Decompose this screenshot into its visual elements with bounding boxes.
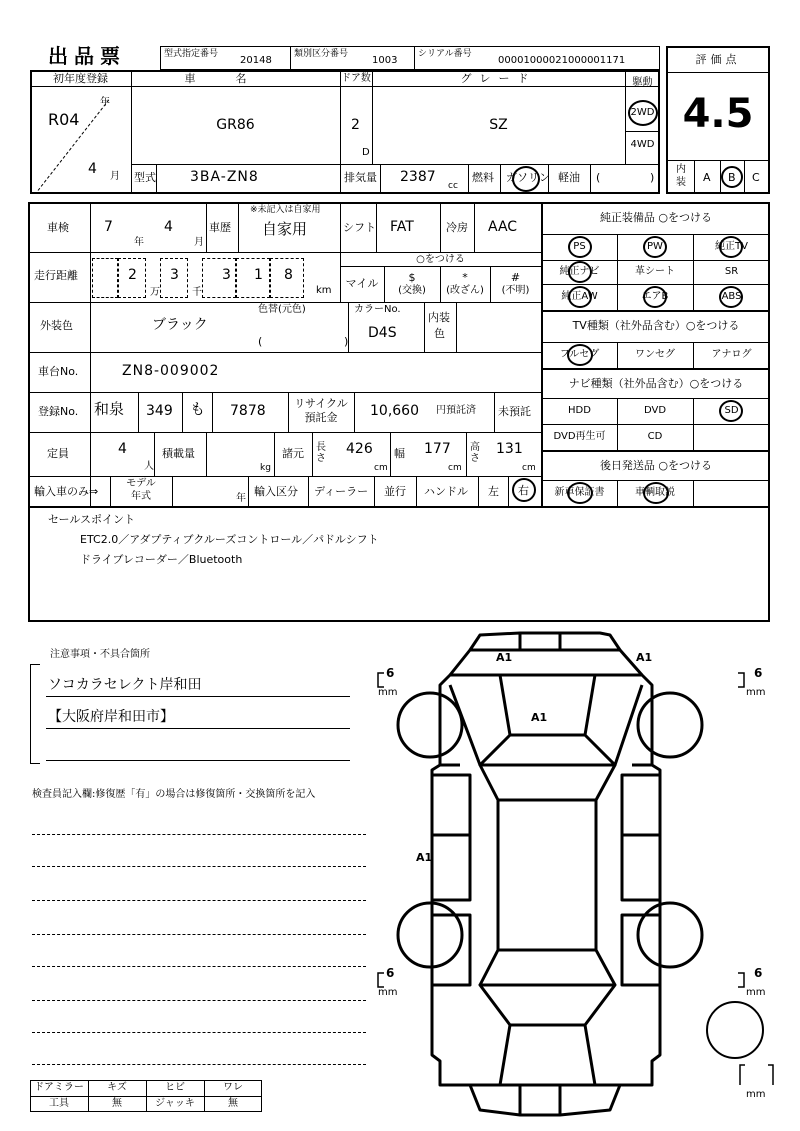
mileage-value-1: 2 xyxy=(128,267,137,283)
car-name-label: 車名 xyxy=(184,72,287,85)
grade-value: SZ xyxy=(489,117,508,133)
length-unit: cm xyxy=(374,463,388,473)
notes-line-2: 【大阪府岸和田市】 xyxy=(48,709,174,725)
page-title: 出品票 xyxy=(48,44,126,68)
model-year-label-1: モデル xyxy=(126,478,156,489)
mileage-value-2: 3 xyxy=(170,267,179,283)
history-note: ※未記入は自家用 xyxy=(250,205,321,215)
interior-label-1: 内 xyxy=(676,164,686,175)
load-label: 積載量 xyxy=(162,447,195,460)
mileage-digit-1 xyxy=(92,258,118,298)
fuel-label: 燃料 xyxy=(472,171,494,184)
first-reg-year-unit: 年 xyxy=(100,97,110,108)
equip-navi: 純正ナビ xyxy=(559,266,600,277)
sales-point-line-2: ドライブレコーダー／Bluetooth xyxy=(80,553,243,566)
color-no-value: D4S xyxy=(368,325,397,341)
height-value: 131 xyxy=(496,441,523,457)
reg-kana: も xyxy=(190,400,206,418)
equip-abs: ABS xyxy=(721,291,742,302)
history-label: 車歴 xyxy=(209,221,231,234)
car-damage-diagram xyxy=(370,625,780,1125)
navi-sd: SD xyxy=(724,405,739,416)
displacement-value: 2387 xyxy=(400,169,436,185)
load-unit: kg xyxy=(260,463,271,473)
tread-fl-unit: mm xyxy=(378,687,398,698)
left-label: 左 xyxy=(488,485,499,498)
right-label: 右 xyxy=(518,484,529,497)
man-unit: 万 xyxy=(150,287,160,298)
tv-analog: アナログ xyxy=(711,349,752,360)
recycle-unpaid: 未預託 xyxy=(498,405,531,418)
displacement-label: 排気量 xyxy=(344,171,377,184)
sales-points-label: セールスポイント xyxy=(48,513,136,526)
equip-tv: 純正TV xyxy=(715,241,748,252)
interior-color-label-1: 内装 xyxy=(428,311,450,324)
original-color-label: 色替(元色) xyxy=(258,304,306,315)
drive-2wd: 2WD xyxy=(630,107,655,118)
color-no-label: カラーNo. xyxy=(354,304,401,315)
unknown-label: (不明) xyxy=(501,285,530,296)
model-year-label-2: 年式 xyxy=(131,491,151,502)
first-reg-label: 初年度登録 xyxy=(53,72,108,85)
interior-grade-b: B xyxy=(728,171,736,184)
serial-label: シリアル番号 xyxy=(418,49,472,59)
interior-label-2: 装 xyxy=(676,177,686,188)
mileage-circle-note: ○をつける xyxy=(416,254,465,265)
damage-mark-front-left: A1 xyxy=(496,651,513,664)
equip-airbag: エアB xyxy=(641,291,669,302)
navi-cd: CD xyxy=(647,431,663,442)
acc-tools-label: 工具 xyxy=(49,1098,69,1109)
sales-point-line-1: ETC2.0／アダプティブクルーズコントロール／パドルシフト xyxy=(80,533,379,546)
chassis-label: 車台No. xyxy=(38,365,79,378)
doors-label: ドア数 xyxy=(341,73,371,84)
inspection-year-unit: 年 xyxy=(134,237,144,248)
notes-line-1: ソコカラセレクト岸和田 xyxy=(48,677,202,693)
shift-value: FAT xyxy=(390,219,414,235)
original-paren-open: ( xyxy=(258,335,263,348)
equip-ps: PS xyxy=(573,241,586,252)
damage-mark-front-right: A1 xyxy=(636,651,653,664)
first-reg-month: 4 xyxy=(88,161,97,177)
equip-aw: 純正AW xyxy=(561,291,598,302)
tv-title: TV種類（社外品含む）○をつける xyxy=(572,319,740,332)
inspection-month: 4 xyxy=(164,219,173,235)
mileage-label: 走行距離 xyxy=(34,269,78,282)
model-year-unit: 年 xyxy=(236,493,246,504)
recycle-value: 10,660 xyxy=(370,403,419,419)
reg-number: 7878 xyxy=(230,403,266,419)
inspector-label: 検査員記入欄:修復歴「有」の場合は修復箇所・交換箇所を記入 xyxy=(32,789,316,800)
doors-suffix: D xyxy=(362,147,370,158)
notes-bracket xyxy=(30,664,40,764)
acc-jack-value: 無 xyxy=(228,1098,238,1109)
width-label: 幅 xyxy=(394,447,405,460)
first-reg-year: R04 xyxy=(48,110,80,129)
exterior-label: 外装色 xyxy=(40,319,73,332)
mileage-value-3: 3 xyxy=(222,267,231,283)
tread-fl-value: 6 xyxy=(386,666,395,680)
capacity-value: 4 xyxy=(118,441,127,457)
acc-tools-value: 無 xyxy=(112,1098,122,1109)
category-label: 類別区分番号 xyxy=(294,49,349,59)
chassis-value: ZN8-009002 xyxy=(122,363,220,379)
length-label: 長さ xyxy=(316,442,326,464)
damage-mark-left-side: A1 xyxy=(416,851,433,864)
handle-label: ハンドル xyxy=(424,485,468,498)
original-paren-close: ) xyxy=(344,335,349,348)
ac-value: AAC xyxy=(488,219,518,235)
height-label: 高さ xyxy=(470,442,480,464)
fuel-paren-close: ) xyxy=(650,171,655,184)
interior-grade-c: C xyxy=(752,171,760,184)
navi-title: ナビ種類（社外品含む）○をつける xyxy=(568,377,744,390)
inspection-month-unit: 月 xyxy=(194,237,204,248)
tread-fr-value: 6 xyxy=(754,666,763,680)
model-value: 3BA-ZN8 xyxy=(190,169,259,185)
model-designation-value: 20148 xyxy=(240,55,272,66)
recycle-status: 円預託済 xyxy=(436,405,476,416)
recycle-label-1: リサイクル xyxy=(294,397,348,410)
navi-hdd: HDD xyxy=(568,405,591,416)
reg-label: 登録No. xyxy=(38,405,79,418)
displacement-unit: cc xyxy=(448,181,458,191)
reg-place: 和泉 xyxy=(94,400,125,418)
inspection-label: 車検 xyxy=(47,221,69,234)
equipment-title: 純正装備品 ○をつける xyxy=(599,211,713,224)
altered-label: (改ざん) xyxy=(446,285,484,296)
exchange-symbol: $ xyxy=(408,271,416,284)
car-name-value: GR86 xyxy=(216,117,255,133)
interior-color-label-2: 色 xyxy=(434,327,445,340)
mile-label: マイル xyxy=(345,277,379,290)
import-label: 輸入車のみ⇒ xyxy=(34,485,99,498)
width-unit: cm xyxy=(448,463,462,473)
km-unit: km xyxy=(316,285,332,296)
tv-oneseg: ワンセグ xyxy=(635,349,675,360)
later-title: 後日発送品 ○をつける xyxy=(599,459,713,472)
drive-4wd: 4WD xyxy=(630,139,655,150)
damage-mark-hood: A1 xyxy=(531,711,548,724)
acc-header-scratch: キズ xyxy=(107,1082,127,1093)
interior-grade-a: A xyxy=(703,171,711,184)
later-manual: 車輌取説 xyxy=(635,487,675,498)
tread-fr-unit: mm xyxy=(746,687,766,698)
import-type-label: 輸入区分 xyxy=(254,485,298,498)
diesel-label: 軽油 xyxy=(558,171,580,184)
equip-leather: 革シート xyxy=(635,266,675,277)
navi-dvd: DVD xyxy=(643,405,667,416)
ac-label: 冷房 xyxy=(446,221,468,234)
acc-header-crack: ヒビ xyxy=(165,1082,185,1093)
altered-symbol: * xyxy=(462,271,468,284)
acc-jack-label: ジャッキ xyxy=(155,1098,195,1109)
mileage-digit-5 xyxy=(236,258,270,298)
model-designation-label: 型式指定番号 xyxy=(164,49,219,59)
fuel-paren-open: ( xyxy=(596,171,601,184)
tv-fullseg: フルセグ xyxy=(559,349,600,360)
history-value: 自家用 xyxy=(262,220,308,238)
sen-unit: 千 xyxy=(192,287,202,298)
equip-pw: PW xyxy=(647,241,663,252)
tread-rl-unit: mm xyxy=(378,987,398,998)
equip-sr: SR xyxy=(724,266,739,277)
acc-header-mirror: ドアミラー xyxy=(34,1082,84,1093)
navi-dvd-play: DVD再生可 xyxy=(553,431,606,442)
category-value: 1003 xyxy=(372,55,398,66)
shift-label: シフト xyxy=(343,221,376,234)
recycle-label-2: 預託金 xyxy=(304,411,338,424)
capacity-unit: 人 xyxy=(144,461,154,472)
later-warranty: 新車保証書 xyxy=(554,487,605,498)
grade-label: グレード xyxy=(460,72,537,85)
width-value: 177 xyxy=(424,441,451,457)
notes-label: 注意事項・不具合箇所 xyxy=(50,649,150,660)
tread-rr-unit: mm xyxy=(746,987,766,998)
tread-rr-value: 6 xyxy=(754,966,763,980)
mileage-value-5: 8 xyxy=(284,267,293,283)
score-value: 4.5 xyxy=(682,91,754,137)
mileage-value-4: 1 xyxy=(254,267,263,283)
dealer-label: ディーラー xyxy=(314,485,369,498)
acc-header-break: ワレ xyxy=(223,1082,243,1093)
fuel-value: ガソリン xyxy=(506,171,550,184)
score-label: 評価点 xyxy=(695,53,741,66)
height-unit: cm xyxy=(522,463,536,473)
length-value: 426 xyxy=(346,441,373,457)
dims-label: 諸元 xyxy=(282,447,304,460)
serial-value: 00001000021000001171 xyxy=(498,55,626,66)
tread-spare-unit: mm xyxy=(746,1089,766,1100)
unknown-symbol: # xyxy=(510,271,521,284)
first-reg-month-unit: 月 xyxy=(110,171,120,182)
exchange-label: (交換) xyxy=(398,285,426,296)
inspection-year: 7 xyxy=(104,219,113,235)
capacity-label: 定員 xyxy=(47,447,69,460)
doors-value: 2 xyxy=(351,117,360,133)
model-label: 型式 xyxy=(134,171,156,184)
exterior-value: ブラック xyxy=(152,317,208,333)
tread-rl-value: 6 xyxy=(386,966,395,980)
reg-class: 349 xyxy=(146,403,173,419)
drive-label: 駆動 xyxy=(632,77,653,88)
parallel-label: 並行 xyxy=(384,485,406,498)
